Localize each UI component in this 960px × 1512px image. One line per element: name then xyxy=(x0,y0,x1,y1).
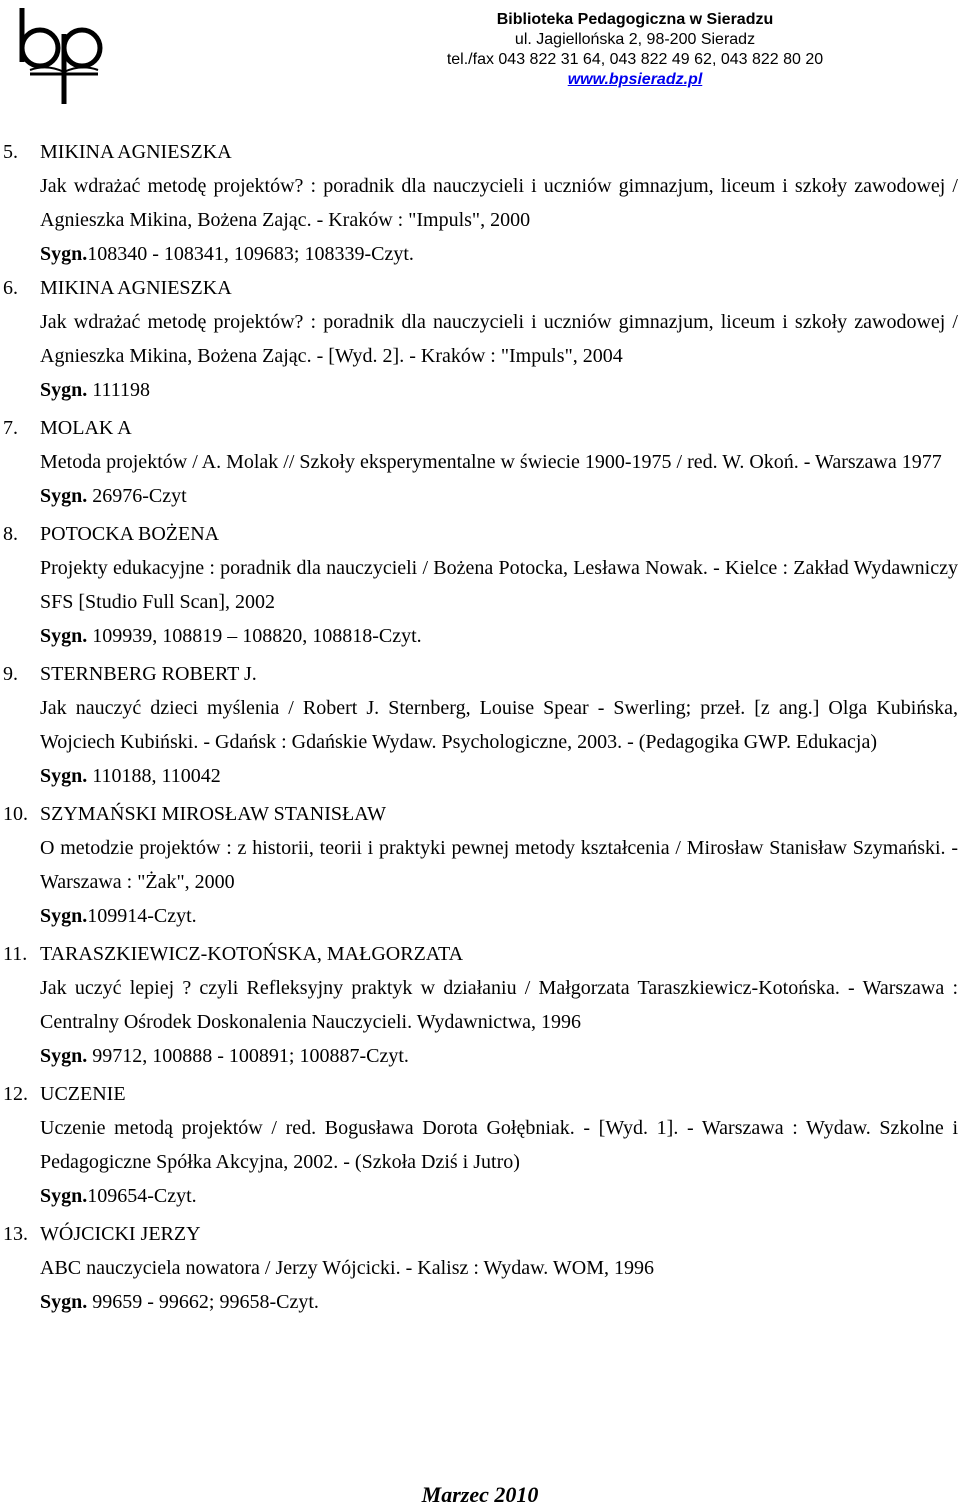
entry-description: Jak uczyć lepiej ? czyli Refleksyjny praktyk w działaniu / Małgorzata Taraszkiewicz-Kotońska. - Warszawa : Centralny Ośrodek Doskonalenia Nauczycieli. Wydawnictwa, 1996 xyxy=(40,977,958,1033)
signature-value: 26976-Czyt xyxy=(87,485,187,507)
entry-number: 5. xyxy=(3,141,18,163)
signature-label: Sygn. xyxy=(40,243,88,265)
entry-description: Uczenie metodą projektów / red. Bogusława Dorota Gołębniak. - [Wyd. 1]. - Warszawa : Wydaw. Szkolne i Pedagogiczne Spółka Akcyjna, 2002. - (Szkoła Dziś i Jutro) xyxy=(40,1117,958,1173)
entry-number: 13. xyxy=(3,1223,28,1245)
organization-name: Biblioteka Pedagogiczna w Sieradzu xyxy=(496,11,774,28)
entry-author: SZYMAŃSKI MIROSŁAW STANISŁAW xyxy=(40,803,386,825)
entry-author: MIKINA AGNIESZKA xyxy=(40,141,232,163)
organization-info xyxy=(395,10,875,90)
entry-signature xyxy=(40,899,958,933)
entry-author: MOLAK A xyxy=(40,417,132,439)
entry-number: 7. xyxy=(3,417,18,439)
entry-number: 11. xyxy=(3,943,28,965)
signature-value: 109654-Czyt. xyxy=(87,1185,197,1207)
bibliography-entry xyxy=(0,1077,960,1213)
entry-author: TARASZKIEWICZ-KOTOŃSKA, MAŁGORZATA xyxy=(40,943,464,965)
bibliography-entry xyxy=(0,271,960,407)
entry-author: MIKINA AGNIESZKA xyxy=(40,277,232,299)
entry-signature xyxy=(40,759,958,793)
entry-description: Metoda projektów / A. Molak // Szkoły eksperymentalne w świecie 1900-1975 / red. W. Okoń. - Warszawa 1977 xyxy=(40,451,942,473)
signature-label: Sygn. xyxy=(40,765,88,787)
entry-description: ABC nauczyciela nowatora / Jerzy Wójcicki. - Kalisz : Wydaw. WOM, 1996 xyxy=(40,1257,654,1279)
entry-description: Jak nauczyć dzieci myślenia / Robert J. Sternberg, Louise Spear - Swerling; przeł. [z ang.] Olga Kubińska, Wojciech Kubiński. - Gdańsk : Gdańskie Wydaw. Psychologiczne, 2003. - (Pedagogika GWP. Edukacja) xyxy=(40,697,958,753)
entry-signature xyxy=(40,373,958,407)
bibliography-entry xyxy=(0,1217,960,1319)
entry-description: Jak wdrażać metodę projektów? : poradnik dla nauczycieli i uczniów gimnazjum, liceum i szkoły zawodowej / Agnieszka Mikina, Bożena Zając. - [Wyd. 2]. - Kraków : "Impuls", 2004 xyxy=(40,311,958,367)
bibliography-entry xyxy=(0,411,960,513)
entry-signature xyxy=(40,1039,958,1073)
bibliography-entry xyxy=(0,517,960,653)
signature-label: Sygn. xyxy=(40,485,88,507)
entry-number: 12. xyxy=(3,1083,28,1105)
signature-value: 109914-Czyt. xyxy=(87,905,197,927)
signature-value: 110188, 110042 xyxy=(87,765,221,787)
signature-label: Sygn. xyxy=(40,625,88,647)
entry-signature xyxy=(40,237,958,271)
signature-value: 99659 - 99662; 99658-Czyt. xyxy=(87,1291,319,1313)
entry-signature xyxy=(40,1179,958,1213)
signature-value: 109939, 108819 – 108820, 108818-Czyt. xyxy=(87,625,422,647)
entry-description: O metodzie projektów : z historii, teorii i praktyki pewnej metody kształcenia / Mirosław Stanisław Szymański. - Warszawa : "Żak", 2000 xyxy=(40,837,958,893)
signature-label: Sygn. xyxy=(40,1045,88,1067)
entry-number: 6. xyxy=(3,277,18,299)
signature-label: Sygn. xyxy=(40,1185,88,1207)
entry-number: 9. xyxy=(3,663,18,685)
organization-phone: tel./fax 043 822 31 64, 043 822 49 62, 043 822 80 20 xyxy=(446,51,824,68)
entry-author: UCZENIE xyxy=(40,1083,126,1105)
signature-value: 111198 xyxy=(87,379,151,401)
signature-label: Sygn. xyxy=(40,1291,88,1313)
entry-author: WÓJCICKI JERZY xyxy=(40,1223,201,1245)
entry-number: 8. xyxy=(3,523,18,545)
signature-value: 108340 - 108341, 109683; 108339-Czyt. xyxy=(87,243,414,265)
bp-logo-icon xyxy=(10,4,120,129)
organization-website-link[interactable]: www.bpsieradz.pl xyxy=(567,71,703,88)
entry-signature xyxy=(40,479,958,513)
bibliography-entry xyxy=(0,797,960,933)
signature-value: 99712, 100888 - 100891; 100887-Czyt. xyxy=(87,1045,409,1067)
signature-label: Sygn. xyxy=(40,905,88,927)
entry-signature xyxy=(40,619,958,653)
entry-number: 10. xyxy=(3,803,28,825)
bibliography-entry xyxy=(0,657,960,793)
entry-author: STERNBERG ROBERT J. xyxy=(40,663,257,685)
organization-address: ul. Jagiellońska 2, 98-200 Sieradz xyxy=(514,31,756,48)
bibliography-list xyxy=(0,135,960,1319)
footer-date: Marzec 2010 xyxy=(421,1482,539,1507)
bibliography-entry xyxy=(0,937,960,1073)
entry-signature xyxy=(40,1285,958,1319)
bibliography-entry xyxy=(0,135,960,271)
signature-label: Sygn. xyxy=(40,379,88,401)
page-header xyxy=(0,0,960,130)
entry-author: POTOCKA BOŻENA xyxy=(40,523,220,545)
entry-description: Jak wdrażać metodę projektów? : poradnik dla nauczycieli i uczniów gimnazjum, liceum i szkoły zawodowej / Agnieszka Mikina, Bożena Zając. - Kraków : "Impuls", 2000 xyxy=(40,175,958,231)
entry-description: Projekty edukacyjne : poradnik dla nauczycieli / Bożena Potocka, Lesława Nowak. - Kielce : Zakład Wydawniczy SFS [Studio Full Scan], 2002 xyxy=(40,557,958,613)
